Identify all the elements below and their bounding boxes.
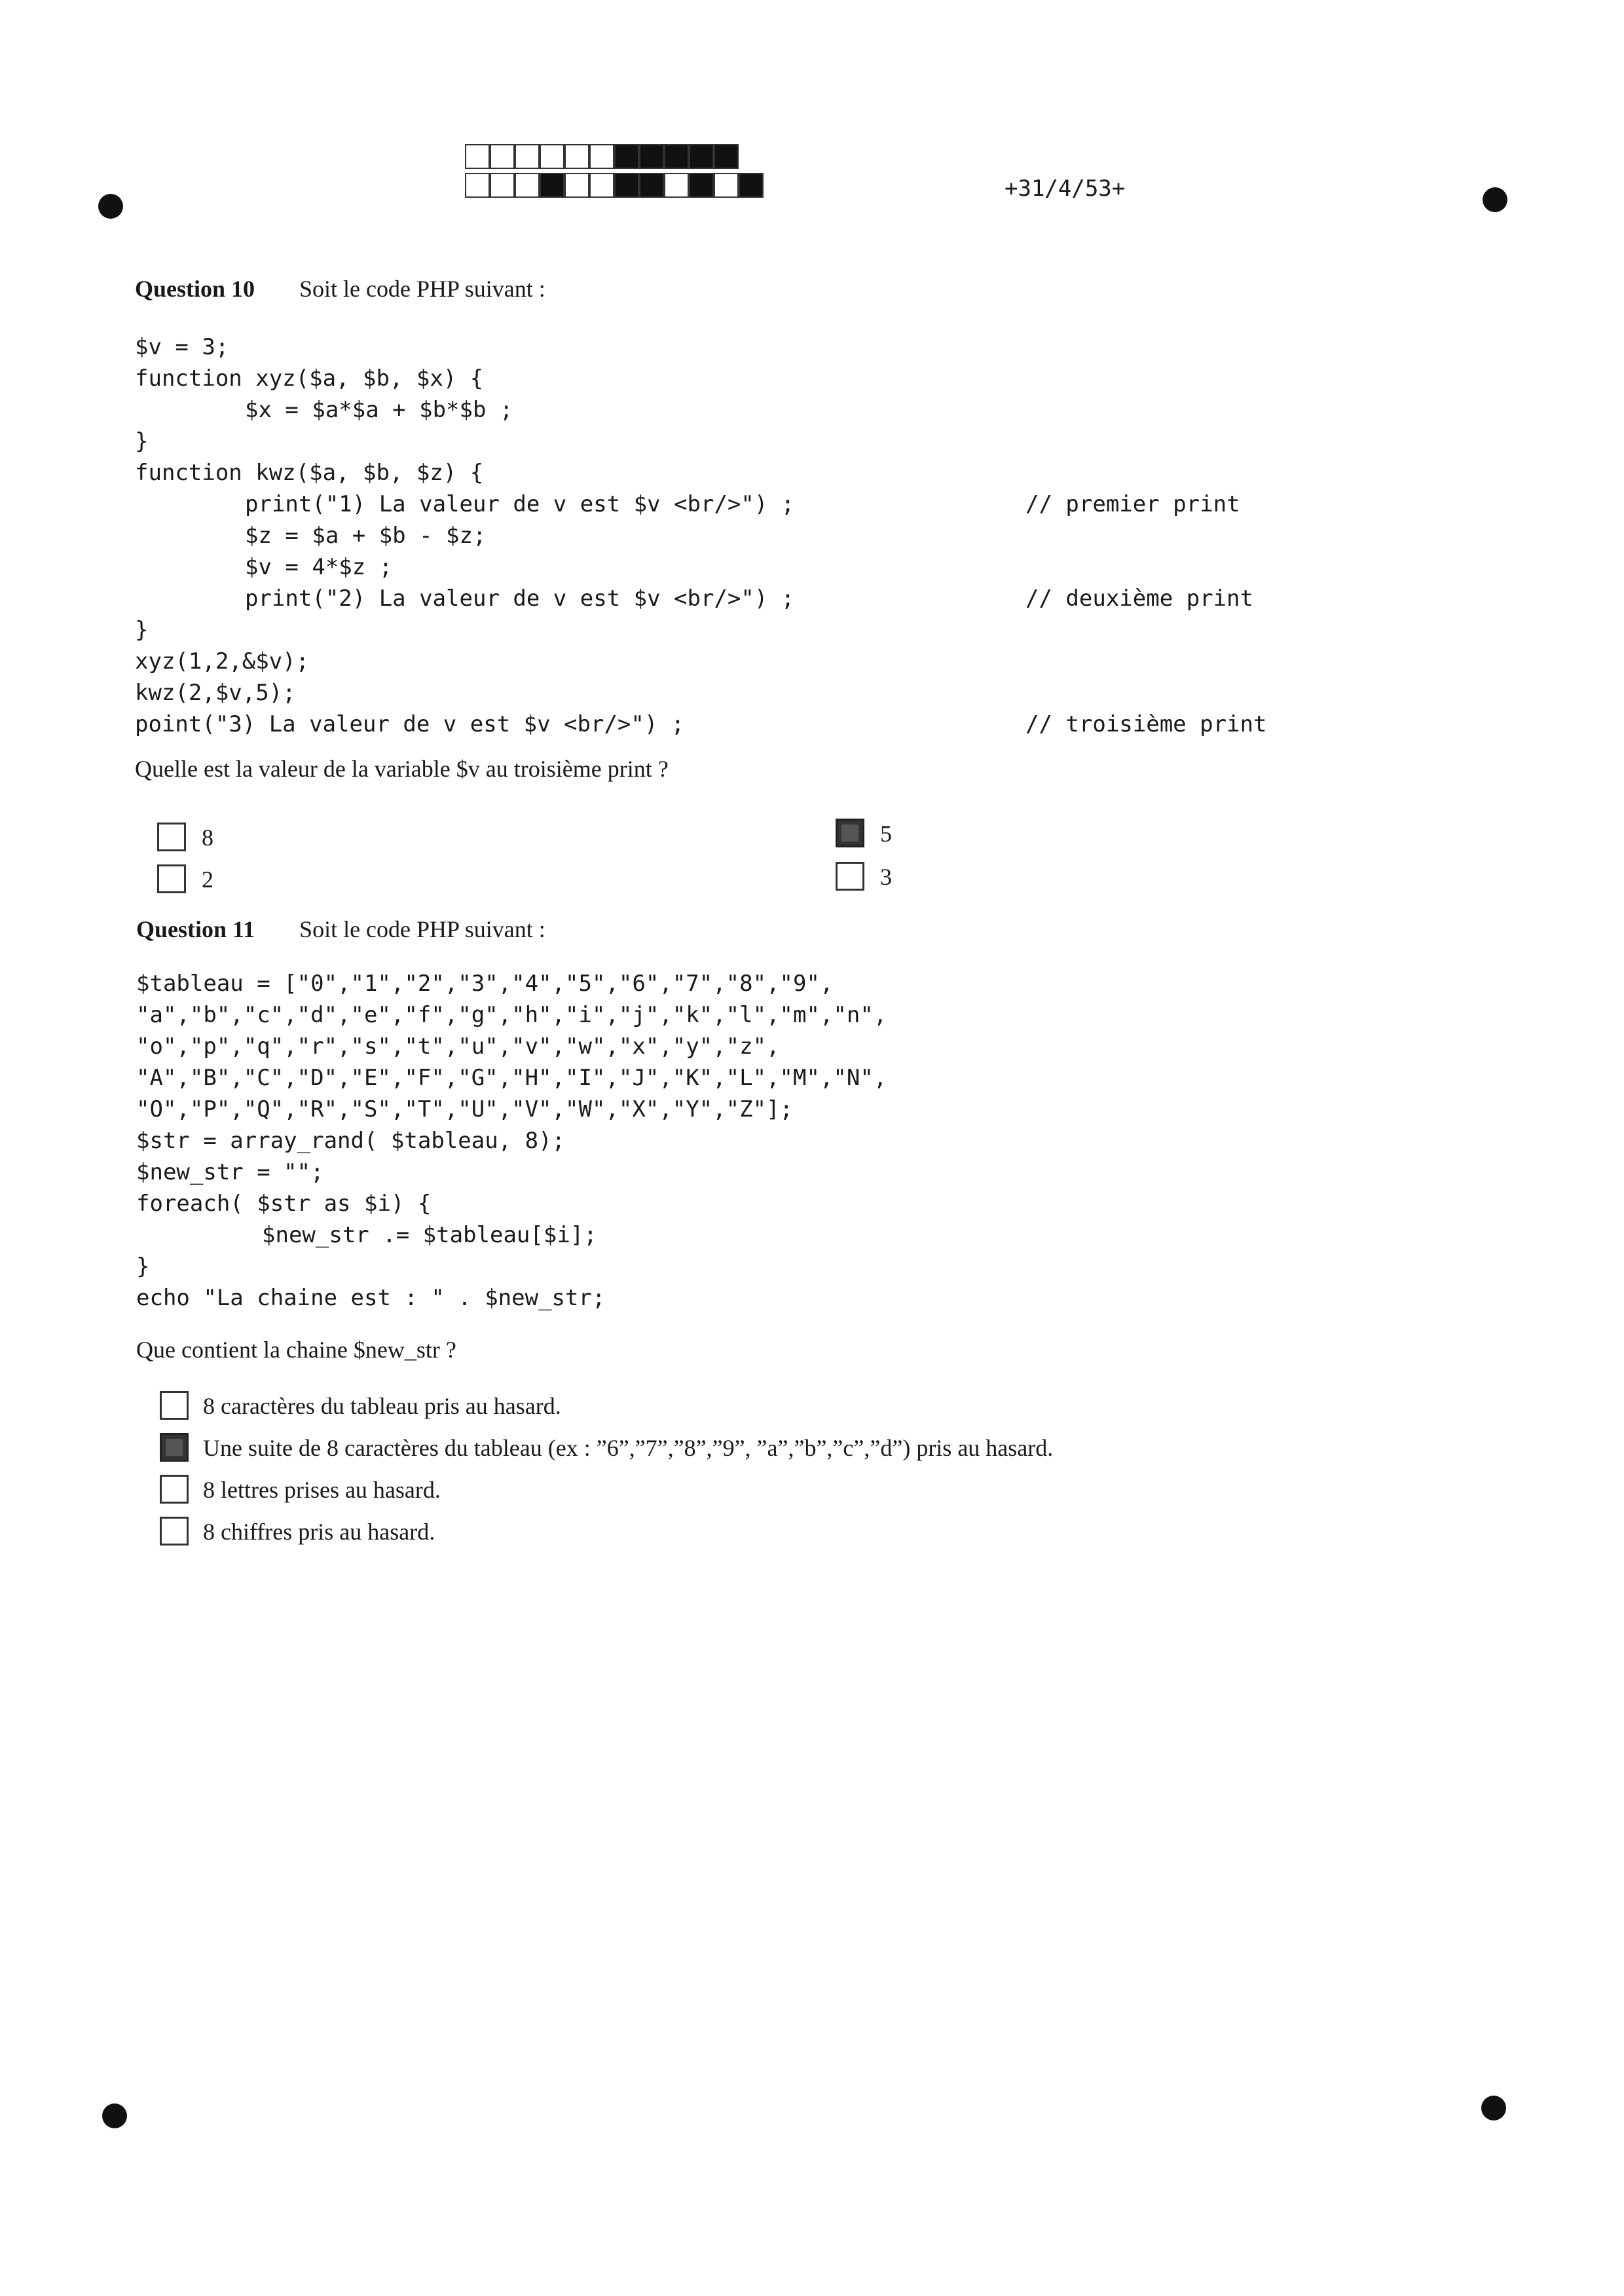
- code-line: $new_str = "";: [136, 1159, 324, 1185]
- binary-code-top-cell: [465, 144, 490, 169]
- code-comment: // troisième print: [1025, 711, 1267, 737]
- code-line: $v = 4*$z ;: [245, 554, 393, 580]
- question-11-prompt: Que contient la chaine $new_str ?: [136, 1337, 456, 1363]
- code-line: "A","B","C","D","E","F","G","H","I","J","K","L","M","N",: [136, 1065, 887, 1091]
- code-line: $v = 3;: [135, 334, 229, 360]
- question-10-prompt: Quelle est la valeur de la variable $v au troisième print ?: [135, 756, 669, 782]
- code-line: $x = $a*$a + $b*$b ;: [245, 397, 513, 423]
- code-line: "a","b","c","d","e","f","g","h","i","j","k","l","m","n",: [136, 1002, 887, 1028]
- answer-checkbox[interactable]: [160, 1475, 189, 1504]
- code-line: function xyz($a, $b, $x) {: [135, 365, 484, 392]
- code-line: }: [135, 428, 149, 454]
- registration-mark-bottom-left: [102, 2103, 127, 2128]
- answer-checkbox[interactable]: [157, 823, 186, 851]
- code-line: point("3) La valeur de v est $v <br/>") ;: [135, 711, 685, 737]
- binary-code-bottom-cell: [540, 173, 564, 198]
- binary-code-bottom: [465, 173, 766, 199]
- binary-code-bottom-cell: [614, 173, 639, 198]
- binary-code-top: [465, 144, 766, 170]
- binary-code-top-cell: [540, 144, 564, 169]
- answer-checkbox[interactable]: [160, 1433, 189, 1462]
- answer-label: 8 chiffres pris au hasard.: [203, 1519, 435, 1545]
- binary-code-bottom-cell: [515, 173, 540, 198]
- binary-code-top-cell: [515, 144, 540, 169]
- answer-checkbox[interactable]: [160, 1517, 189, 1546]
- binary-code-top-cell: [589, 144, 614, 169]
- answer-label: 3: [880, 864, 892, 890]
- answer-label: 5: [880, 821, 892, 847]
- registration-mark-top-left: [98, 194, 123, 219]
- page-code: +31/4/53+: [1005, 176, 1126, 202]
- binary-code-top-cell: [614, 144, 639, 169]
- code-line: $new_str .= $tableau[$i];: [262, 1222, 597, 1248]
- binary-code-top-cell: [639, 144, 664, 169]
- answer-checkbox[interactable]: [160, 1391, 189, 1420]
- binary-code-bottom-cell: [490, 173, 515, 198]
- code-comment: // deuxième print: [1025, 585, 1253, 612]
- code-line: }: [136, 1253, 150, 1280]
- code-line: "O","P","Q","R","S","T","U","V","W","X","Y","Z"];: [136, 1096, 794, 1122]
- answer-label: 8 lettres prises au hasard.: [203, 1477, 441, 1503]
- binary-code-top-cell: [689, 144, 714, 169]
- binary-code-bottom-cell: [639, 173, 664, 198]
- binary-code-bottom-cell: [689, 173, 714, 198]
- code-line: kwz(2,$v,5);: [135, 680, 296, 706]
- code-line: function kwz($a, $b, $z) {: [135, 460, 484, 486]
- answer-label: 8: [202, 824, 213, 851]
- code-line: $tableau = ["0","1","2","3","4","5","6","7","8","9",: [136, 971, 834, 997]
- binary-code-top-cell: [564, 144, 589, 169]
- code-line: "o","p","q","r","s","t","u","v","w","x","y","z",: [136, 1033, 780, 1060]
- question-11-intro: Soit le code PHP suivant :: [299, 916, 545, 942]
- answer-checkbox[interactable]: [157, 864, 186, 893]
- code-line: $z = $a + $b - $z;: [245, 523, 487, 549]
- binary-code-bottom-cell: [664, 173, 689, 198]
- code-line: $str = array_rand( $tableau, 8);: [136, 1128, 566, 1154]
- registration-mark-bottom-right: [1481, 2096, 1506, 2120]
- code-line: xyz(1,2,&$v);: [135, 648, 310, 675]
- question-11-label: Question 11: [136, 916, 255, 942]
- question-10-label: Question 10: [135, 276, 255, 302]
- question-11-header: [136, 916, 545, 943]
- answer-checkbox[interactable]: [836, 862, 864, 891]
- answer-checkbox[interactable]: [836, 819, 864, 847]
- code-comment: // premier print: [1025, 491, 1240, 517]
- binary-code-top-cell: [490, 144, 515, 169]
- binary-code-top-cell: [714, 144, 739, 169]
- binary-code-bottom-cell: [589, 173, 614, 198]
- code-line: echo "La chaine est : " . $new_str;: [136, 1285, 606, 1311]
- question-10-header: [135, 275, 545, 303]
- binary-code-bottom-cell: [564, 173, 589, 198]
- binary-code-bottom-cell: [739, 173, 764, 198]
- code-line: }: [135, 617, 149, 643]
- binary-code-bottom-cell: [714, 173, 739, 198]
- answer-label: 8 caractères du tableau pris au hasard.: [203, 1393, 561, 1419]
- registration-mark-top-right: [1483, 187, 1507, 212]
- question-10-intro: Soit le code PHP suivant :: [299, 276, 545, 302]
- code-line: foreach( $str as $i) {: [136, 1191, 432, 1217]
- code-line: print("1) La valeur de v est $v <br/>") ;: [245, 491, 795, 517]
- answer-label: Une suite de 8 caractères du tableau (ex : ”6”,”7”,”8”,”9”, ”a”,”b”,”c”,”d”) pris au hasard.: [203, 1435, 1054, 1461]
- binary-code-top-cell: [664, 144, 689, 169]
- code-line: print("2) La valeur de v est $v <br/>") ;: [245, 585, 795, 612]
- binary-code-bottom-cell: [465, 173, 490, 198]
- answer-label: 2: [202, 866, 213, 893]
